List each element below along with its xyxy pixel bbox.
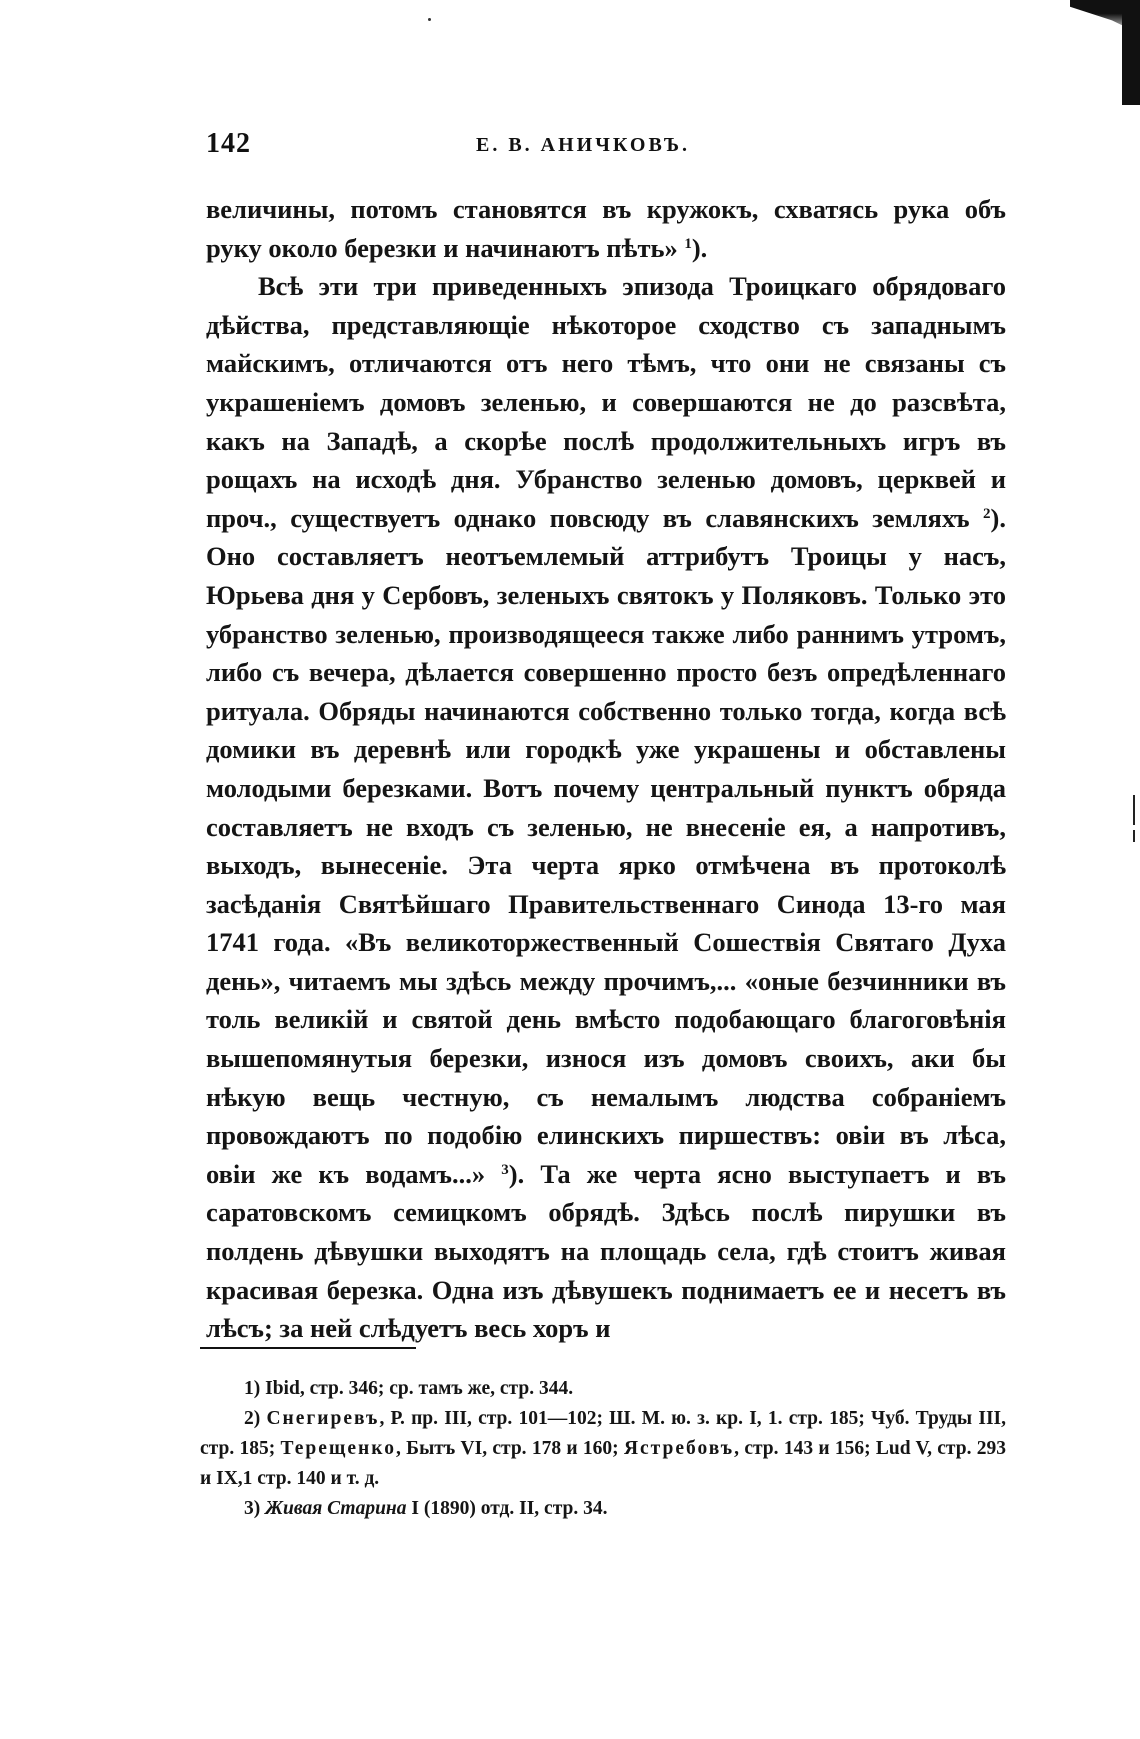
footnotes [200, 1374, 1006, 1524]
footnote-3-title: Живая Старина [265, 1498, 407, 1519]
footnote-3-text: I (1890) отд. II, стр. 34. [406, 1498, 608, 1519]
footnote-divider [200, 1347, 416, 1349]
scan-edge-artifact [1070, 0, 1140, 110]
footnote-ref-1: 1 [684, 235, 692, 252]
scan-edge-bar [1122, 0, 1140, 105]
paragraph-2-text-a: Всѣ эти три приведенныхъ эпизода Троицкаго обрядоваго дѣйства, представляющіе нѣкоторое сходство съ западнымъ майскимъ, отличаются отъ него тѣмъ, что они не связаны съ украшеніемъ домовъ зеленью, и совершаются не до разсвѣта, какъ на Западѣ, а скорѣе послѣ продолжительныхъ игръ въ рощахъ на исходѣ дня. Убранство зеленью домовъ, церквей и проч., существуетъ однако повсюду въ славянскихъ земляхъ [206, 271, 1006, 533]
footnote-ref-2: 2 [983, 505, 991, 522]
scan-edge-tick [1133, 795, 1135, 825]
body-text [206, 190, 1006, 1348]
scan-edge-tick [1133, 830, 1135, 842]
footnote-2-author-3: Ястребовъ [623, 1438, 735, 1459]
page-header [206, 128, 1006, 168]
running-head: Е. В. АНИЧКОВЪ. [476, 134, 691, 156]
footnote-2-number: 2) [244, 1408, 267, 1429]
paragraph-2-text-c: ). Та же черта ясно выступаетъ и въ саратовскомъ семицкомъ обрядѣ. Здѣсь послѣ пирушки въ полдень дѣвушки выходятъ на площадь села, гдѣ стоитъ живая красивая березка. Одна изъ дѣвушекъ поднимаетъ ее и несетъ въ лѣсъ; за ней слѣдуетъ весь хоръ и [206, 1158, 1006, 1344]
footnote-2-author-1: Снегиревъ [266, 1408, 380, 1429]
footnote-2-text-d: , стр. 143 и 156; Lud V, стр. 293 и IX,1 стр. 140 и т. д. [200, 1438, 1006, 1489]
paragraph-1-end: ). [691, 232, 708, 263]
footnote-2-author-2: Терещенко [280, 1438, 397, 1459]
footnote-2 [200, 1404, 1006, 1494]
paragraph-2-text-b: ). Оно составляетъ неотъемлемый аттрибутъ Троицы у насъ, Юрьева дня у Сербовъ, зеленыхъ святокъ у Поляковъ. Только это убранство зеленью, производящееся также либо раннимъ утромъ, либо съ вечера, дѣлается совершенно просто безъ опредѣленнаго ритуала. Обряды начинаются собственно только тогда, когда всѣ домики въ деревнѣ или городкѣ уже украшены и обставлены молодыми березками. Вотъ почему центральный пунктъ обряда составляетъ не входъ съ зеленью, не внесеніе ея, а напротивъ, выходъ, вынесеніе. Эта черта ярко отмѣчена въ протоколѣ засѣданія Святѣйшаго Правительственнаго Синода 13-го мая 1741 года. «Въ великоторжественный Сошествія Святаго Духа день», читаемъ мы здѣсь между прочимъ,... «оные безчинники въ толь великій и святой день вмѣсто подобающаго благоговѣнія вышепомянутыя березки, износя изъ домовъ своихъ, аки бы нѣкую вещь честную, съ немалымъ людства собраніемъ провождаютъ по подобію елинскихъ пиршествъ: овіи въ лѣса, овіи же къ водамъ...» [206, 502, 1006, 1189]
scan-speck [428, 18, 431, 21]
paragraph-1-text: величины, потомъ становятся въ кружокъ, схватясь рука объ руку около березки и начинаютъ пѣть» [206, 194, 1006, 263]
footnote-2-text-b: , Р. пр. III, стр. 101—102; Ш. М. ю. з. кр. I, 1. стр. 185; Чуб. Труды III, стр. 185; [200, 1408, 1006, 1459]
footnote-2-text-c: , Бытъ VI, стр. 178 и 160; [396, 1438, 624, 1459]
footnote-3-number: 3) [244, 1498, 266, 1519]
footnote-3 [200, 1494, 1006, 1524]
footnote-1: 1) Ibid, стр. 346; ср. тамъ же, стр. 344. [244, 1378, 574, 1399]
footnote-ref-3: 3 [501, 1161, 509, 1178]
page-number: 142 [206, 128, 251, 159]
paragraph-1 [206, 190, 1006, 267]
paragraph-2 [206, 267, 1006, 1348]
